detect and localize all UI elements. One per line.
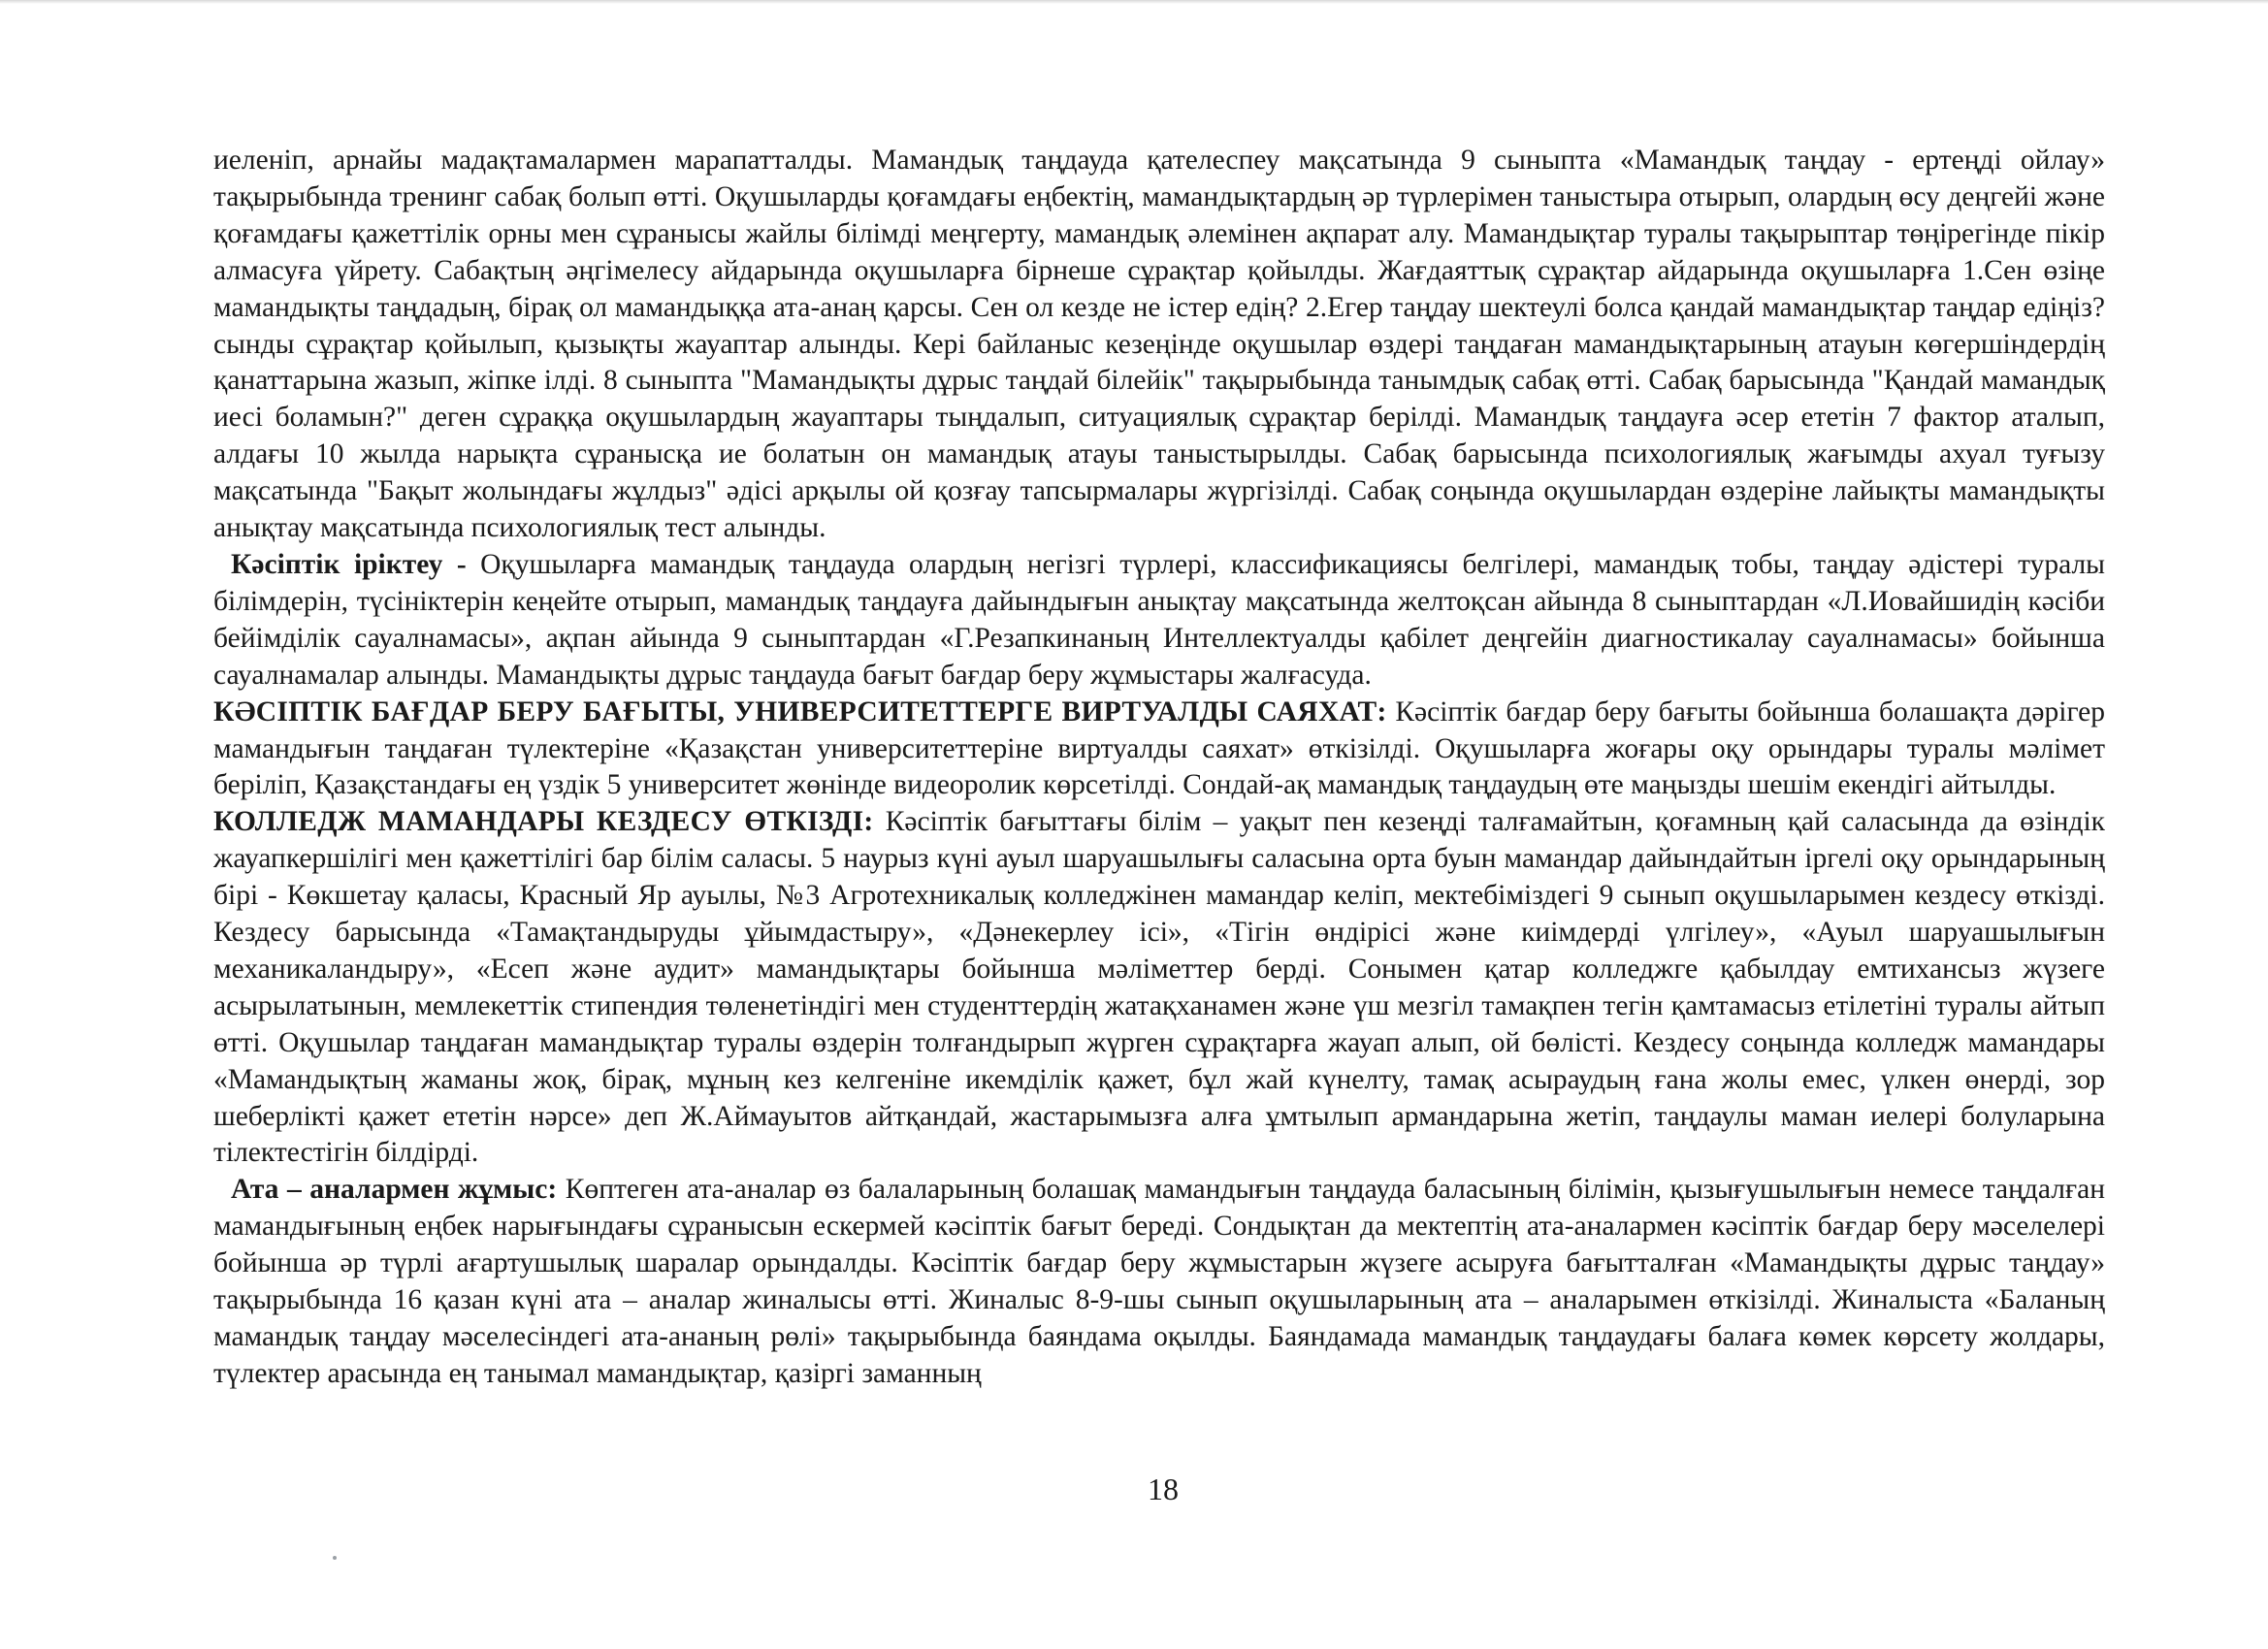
scan-speck bbox=[333, 1556, 337, 1560]
scan-top-edge bbox=[0, 0, 2268, 4]
page-number: 18 bbox=[1148, 1471, 1179, 1506]
paragraph-professional-selection bbox=[213, 547, 2105, 695]
paragraph-career-lessons bbox=[213, 143, 2105, 547]
paragraph-lead: Ата – аналармен жұмыс: bbox=[231, 1174, 558, 1206]
paragraph-lead: Кәсіптік іріктеу - bbox=[231, 548, 467, 580]
section-heading: КӘСІПТІК БАҒДАР БЕРУ БАҒЫТЫ, УНИВЕРСИТЕТТЕРГЕ ВИРТУАЛДЫ САЯХАТ: bbox=[213, 695, 1387, 728]
paragraph-college-meeting bbox=[213, 804, 2105, 1172]
paragraph-parents-work bbox=[213, 1172, 2105, 1392]
section-heading: КОЛЛЕДЖ МАМАНДАРЫ КЕЗДЕСУ ӨТКІЗДІ: bbox=[213, 806, 874, 838]
paragraph-text: Оқушыларға мамандық таңдауда олардың негізгі түрлері, классификациясы белгілері, мамандық тобы, таңдау әдістері туралы білімдерін, түсініктерін кеңейте отырып, мамандық таңдауға дайындығын анықтау мақсатында желтоқсан айында 8 сыныптардан «Л.Иовайшидің кәсіби бейімділік сауалнамасы», ақпан айында 9 сыныптардан «Г.Резапкинаның Интеллектуалды қабілет деңгейін диагностикалау сауалнамасы» бойынша сауалнамалар алынды. Мамандықты дұрыс таңдауда бағыт бағдар беру жұмыстары жалғасуда. bbox=[213, 548, 2105, 691]
paragraph-virtual-tour bbox=[213, 695, 2105, 805]
paragraph-text: Кәсіптік бағдар беру бағыты бойынша болашақта дәрігер мамандығын таңдаған түлектеріне «Қазақстан университеттеріне виртуалды саяхат» өткізілді. Оқушыларға жоғары оқу орындары туралы мәлімет беріліп, Қазақстандағы ең үздік 5 университет жөнінде видеоролик көрсетілді. Сондай-ақ мамандық таңдаудың өте маңызды шешім екендігі айтылды. bbox=[213, 695, 2105, 801]
paragraph-text: Көптеген ата-аналар өз балаларының болашақ мамандығын таңдауда баласының білімін, қызығушылығын немесе таңдалған мамандығының еңбек нарығындағы сұранысын ескермей кәсіптік бағыт береді. Сондықтан да мектептің ата-аналармен кәсіптік бағдар беру мәселелері бойынша әр түрлі ағартушылық шаралар орындалды. Кәсіптік бағдар беру жұмыстарын жүзеге асыруға бағытталған «Мамандықты дұрыс таңдау» тақырыбында 16 қазан күні ата – аналар жиналысы өтті. Жиналыс 8-9-шы сынып оқушыларының ата – аналарымен өткізілді. Жиналыста «Баланың мамандық таңдау мәселесіндегі ата-ананың рөлі» тақырыбында баяндама оқылды. Баяндамада мамандық таңдаудағы балаға көмек көрсету жолдары, түлектер арасында ең танымал мамандықтар, қазіргі заманның bbox=[213, 1174, 2105, 1389]
paragraph-text: иеленіп, арнайы мадақтамалармен марапатталды. Мамандық таңдауда қателеспеу мақсатында 9 сыныпта «Мамандық таңдау - ертеңді ойлау» тақырыбында тренинг сабақ болып өтті. Оқушыларды қоғамдағы еңбектің, мамандықтардың әр түрлерімен таныстыра отырып, олардың өсу деңгейі және қоғамдағы қажеттілік орны мен сұранысы жайлы білімді меңгерту, мамандық әлемінен ақпарат алу. Мамандықтар туралы тақырыптар төңірегінде пікір алмасуға үйрету. Сабақтың әңгімелесу айдарында оқушыларға бірнеше сұрақтар қойылды. Жағдаяттық сұрақтар айдарында оқушыларға 1.Сен өзіңе мамандықты таңдадың, бірақ ол мамандыққа ата-анаң қарсы. Сен ол кезде не істер едің? 2.Егер таңдау шектеулі болса қандай мамандықтар таңдар едіңіз? сынды сұрақтар қойылып, қызықты жауаптар алынды. Кері байланыс кезеңінде оқушылар өздері таңдаған мамандықтарының атауын көгершіндердің қанаттарына жазып, жіпке ілді. 8 сыныпта "Мамандықты дұрыс таңдай білейік" тақырыбында танымдық сабақ өтті. Сабақ барысында "Қандай мамандық иесі боламын?" деген сұраққа оқушылардың жауаптары тыңдалып, ситуациялық сұрақтар берілді. Мамандық таңдауға әсер ететін 7 фактор аталып, алдағы 10 жылда нарықта сұранысқа ие болатын он мамандық атауы таныстырылды. Сабақ барысында психологиялық жағымды ахуал туғызу мақсатында "Бақыт жолындағы жұлдыз" әдісі арқылы ой қозғау тапсырмалары жүргізілді. Сабақ соңында оқушылардан өздеріне лайықты мамандықты анықтау мақсатында психологиялық тест алынды. bbox=[213, 145, 2105, 544]
document-body bbox=[213, 143, 2105, 1393]
paragraph-text: Кәсіптік бағыттағы білім – уақыт пен кезеңді талғамайтын, қоғамның қай саласында да өзіндік жауапкершілігі мен қажеттілігі бар білім саласы. 5 наурыз күні ауыл шаруашылығы саласына орта буын мамандар дайындайтын іргелі оқу орындарының бірі - Көкшетау қаласы, Красный Яр ауылы, №3 Агротехникалық колледжінен мамандар келіп, мектебіміздегі 9 сынып оқушыларымен кездесу өткізді. Кездесу барысында «Тамақтандыруды ұйымдастыру», «Дәнекерлеу ісі», «Тігін өндірісі және киімдерді үлгілеу», «Ауыл шаруашылығын механикаландыру», «Есеп және аудит» мамандықтары бойынша мәліметтер берді. Сонымен қатар колледжге қабылдау емтихансыз жүзеге асырылатынын, мемлекеттік стипендия төленетіндігі мен студенттердің жатақханамен және үш мезгіл тамақпен тегін қамтамасыз етілетіні туралы айтып өтті. Оқушылар таңдаған мамандықтар туралы өздерін толғандырып жүрген сұрақтарға жауап алып, ой бөлісті. Кездесу соңында колледж мамандары «Мамандықтың жаманы жоқ, бірақ, мұның кез келгеніне икемділік қажет, бұл жай күнелту, тамақ асыраудың ғана жолы емес, үлкен өнерді, зор шеберлікті қажет ететін нәрсе» деп Ж.Аймауытов айтқандай, жастарымызға алға ұмтылып армандарына жетіп, таңдаулы маман иелері болуларына тілектестігін білдірді. bbox=[213, 806, 2106, 1169]
